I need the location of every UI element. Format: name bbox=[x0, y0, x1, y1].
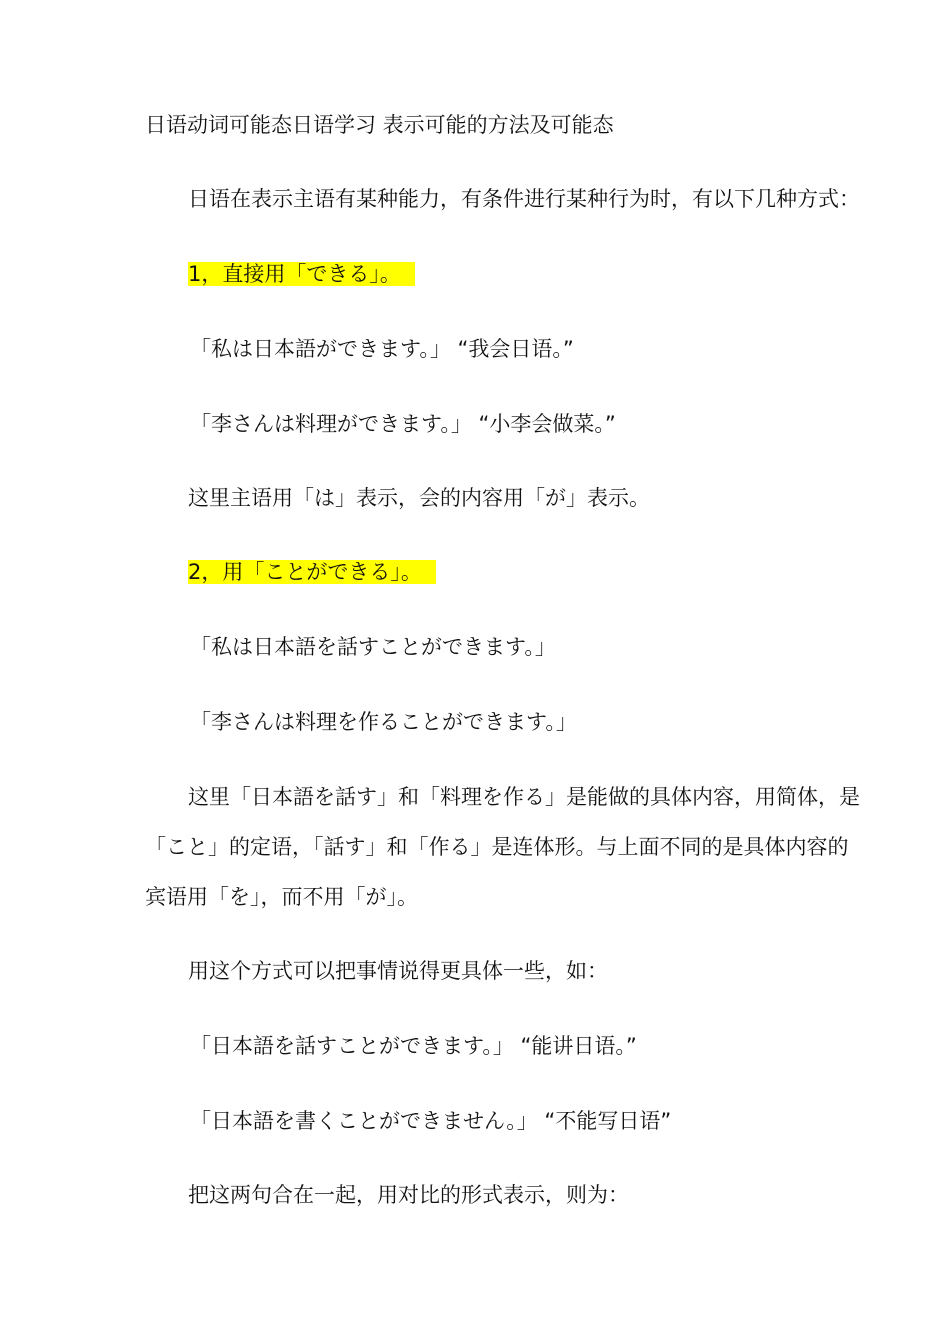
example-sentence: 「日本語を話すことができます。」 “能讲日语。” bbox=[190, 1034, 637, 1058]
example-sentence: 「李さんは料理ができます。」 “小李会做菜。” bbox=[190, 412, 616, 436]
example-sentence: 「私は日本語を話すことができます。」 bbox=[190, 635, 556, 659]
paragraph-explanation-line-2: 「こと」的定语，「話す」和「作る」是连体形。与上面不同的是具体内容的 bbox=[145, 835, 849, 859]
example-sentence: 「日本語を書くことができません。」 “不能写日语” bbox=[190, 1109, 672, 1133]
document-title: 日语动词可能态日语学习 表示可能的方法及可能态 bbox=[145, 113, 614, 137]
section-heading-1 bbox=[188, 259, 415, 289]
paragraph-explanation: 用这个方式可以把事情说得更具体一些，如： bbox=[188, 959, 608, 983]
paragraph-explanation-line-3: 宾语用「を」，而不用「が」。 bbox=[145, 885, 418, 909]
example-sentence: 「私は日本語ができます。」 “我会日语。” bbox=[190, 337, 574, 361]
paragraph-explanation: 这里主语用「は」表示，会的内容用「が」表示。 bbox=[188, 486, 650, 510]
highlighted-heading-text: 1，直接用「できる」。 bbox=[188, 262, 415, 286]
paragraph-explanation: 把这两句合在一起，用对比的形式表示，则为： bbox=[188, 1183, 629, 1207]
highlighted-heading-text: 2，用「ことができる」。 bbox=[188, 560, 436, 584]
section-heading-2 bbox=[188, 557, 436, 587]
paragraph-intro: 日语在表示主语有某种能力，有条件进行某种行为时，有以下几种方式： bbox=[188, 187, 860, 211]
paragraph-explanation-line-1: 这里「日本語を話す」和「料理を作る」是能做的具体内容，用简体，是 bbox=[188, 785, 860, 809]
example-sentence: 「李さんは料理を作ることができます。」 bbox=[190, 710, 577, 734]
